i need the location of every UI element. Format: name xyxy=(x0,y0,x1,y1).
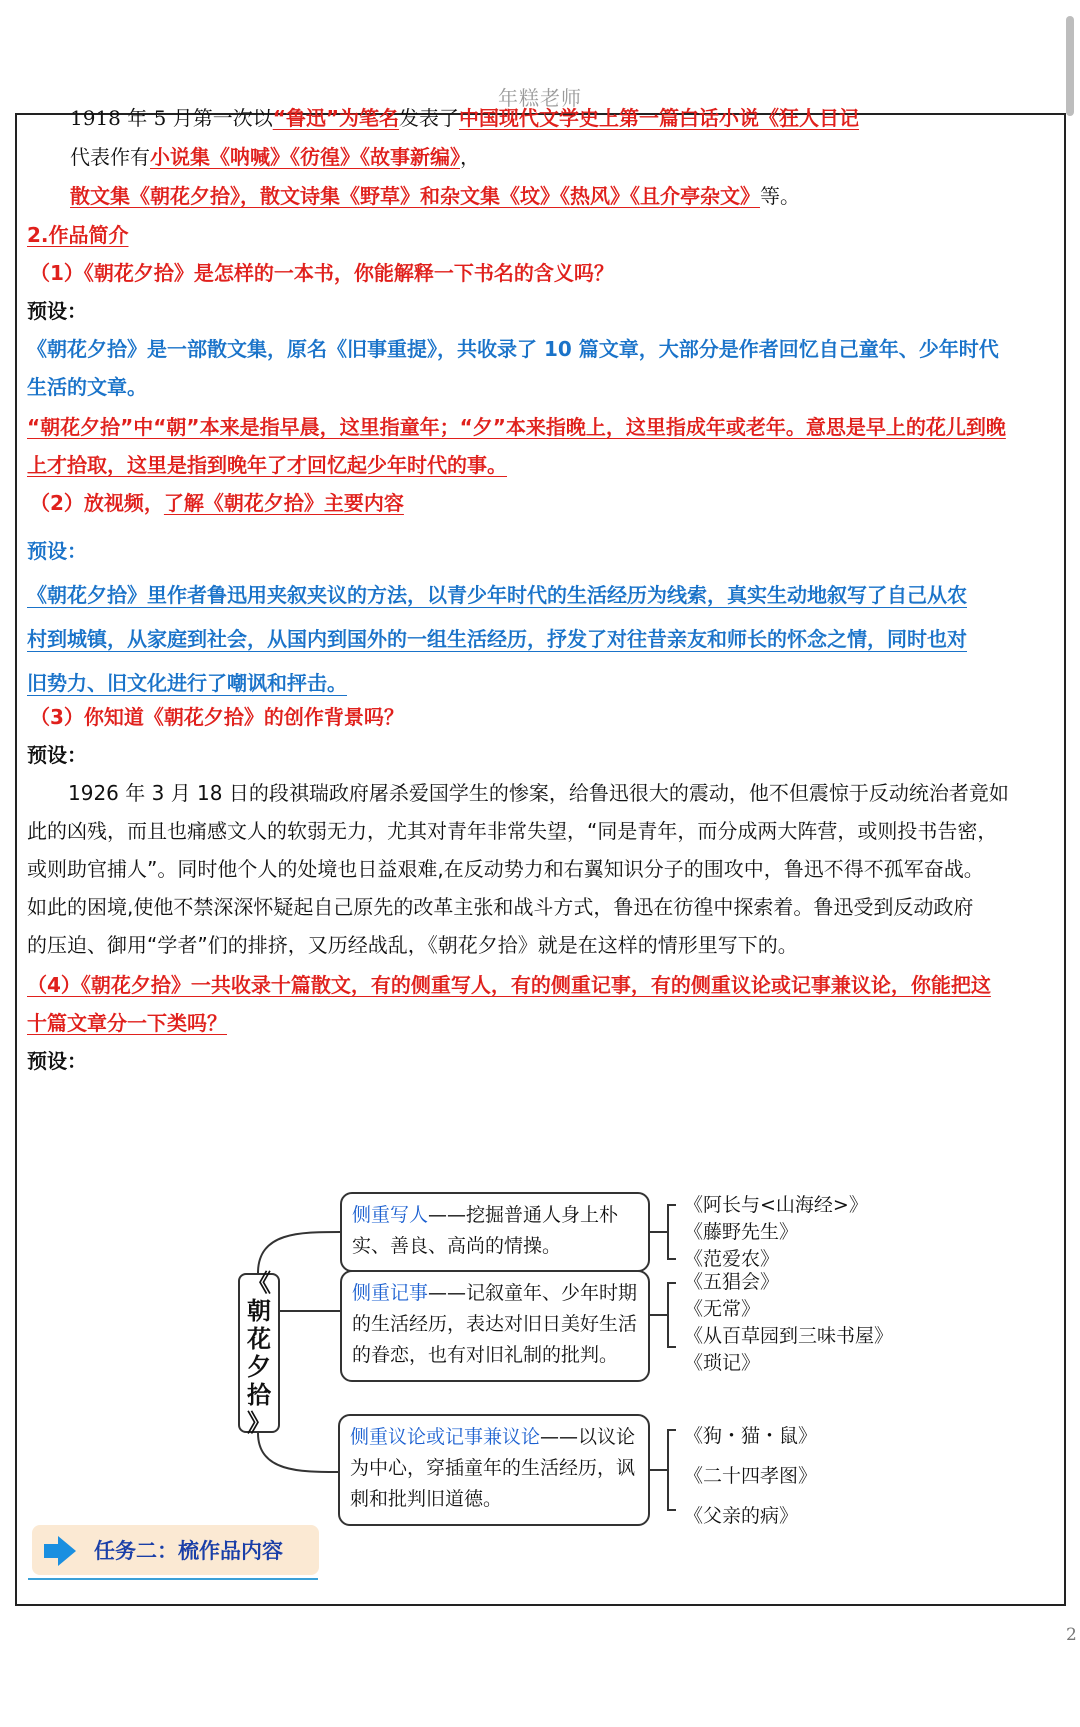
work-title: 《从百草园到三味书屋》 xyxy=(684,1325,894,1347)
preset-label: 预设： xyxy=(27,299,87,323)
intro-text: 发表了 xyxy=(399,106,459,130)
intro-text: ， xyxy=(460,145,480,169)
title-char: 花 xyxy=(247,1325,271,1353)
mindmap-group-people xyxy=(340,1192,650,1272)
preset-label: 预设： xyxy=(27,1049,87,1073)
question-1: （1）《朝花夕拾》是怎样的一本书，你能解释一下书名的含义吗？ xyxy=(30,261,614,285)
work-title: 《狗・猫・鼠》 xyxy=(684,1425,818,1447)
question-2-prefix: （2）放视频， xyxy=(30,491,164,515)
question-2-highlight: 了解《朝花夕拾》主要内容 xyxy=(163,491,404,515)
group-desc: 为中心，穿插童年的生活经历，讽刺和批判旧道德。 xyxy=(350,1457,636,1510)
page-number: 2 xyxy=(1066,1625,1077,1645)
works-list-people xyxy=(684,1192,868,1273)
intro-highlight: 小说集《呐喊》《彷徨》《故事新编》 xyxy=(150,145,460,169)
work-title: 《二十四孝图》 xyxy=(684,1465,818,1487)
intro-text: 1918 年 5 月第一次以 xyxy=(70,106,273,130)
group-desc: ——以议论 xyxy=(540,1426,636,1448)
arrow-right-icon xyxy=(42,1533,78,1569)
work-title: 《藤野先生》 xyxy=(684,1221,799,1243)
question-4-line: 十篇文章分一下类吗？ xyxy=(27,1011,227,1035)
work-title: 《琐记》 xyxy=(684,1352,761,1374)
work-title: 《范爱农》 xyxy=(684,1248,780,1270)
task-banner xyxy=(32,1525,319,1575)
answer-3-line: 的压迫、御用“学者”们的排挤，又历经战乱，《朝花夕拾》就是在这样的情形里写下的。 xyxy=(27,933,798,957)
title-char: 夕 xyxy=(247,1353,271,1381)
work-title: 《父亲的病》 xyxy=(684,1505,799,1527)
answer-1-meaning-line: 上才拾取，这里是指到晚年了才回忆起少年时代的事。 xyxy=(27,453,507,477)
answer-3-line: 此的凶残，而且也痛感文人的软弱无力，尤其对青年非常失望，“同是青年，而分成两大阵营，或则投书告密， xyxy=(27,819,998,843)
group-desc: 的生活经历，表达对旧日美好生活的眷恋，也有对旧礼制的批判。 xyxy=(352,1313,638,1366)
work-title: 《五猖会》 xyxy=(684,1271,780,1293)
answer-3-line: 1926 年 3 月 18 日的段祺瑞政府屠杀爱国学生的惨案，给鲁迅很大的震动，他不但震惊于反动统治者竟如 xyxy=(68,781,1009,805)
intro-highlight: 散文集《朝花夕拾》，散文诗集《野草》和杂文集《坟》《热风》《且介亭杂文》 xyxy=(70,184,760,208)
task-label: 任务二：梳作品内容 xyxy=(94,1539,283,1563)
intro-text: 等。 xyxy=(760,184,800,208)
works-list-argument xyxy=(684,1416,817,1536)
work-title: 《阿长与<山海经>》 xyxy=(684,1194,868,1216)
question-3: （3）你知道《朝花夕拾》的创作背景吗？ xyxy=(30,705,404,729)
group-desc: ——记叙童年、少年时期 xyxy=(428,1282,638,1304)
intro-text: 代表作有 xyxy=(70,145,150,169)
group-type: 侧重记事 xyxy=(352,1282,429,1304)
mindmap-group-events xyxy=(340,1270,650,1382)
group-desc: ——挖掘普通人身上朴实、 xyxy=(352,1204,619,1257)
preset-label: 预设： xyxy=(27,539,87,563)
mindmap-group-argument xyxy=(338,1414,650,1526)
intro-highlight: “鲁迅”为笔名 xyxy=(272,106,399,130)
group-type: 侧重议论或记事兼议论 xyxy=(350,1426,541,1448)
answer-1-meaning-line: “朝花夕拾”中“朝”本来是指早晨，这里指童年；“夕”本来指晚上，这里指成年或老年。意思是早上的花儿到晚 xyxy=(27,415,1006,439)
answer-2-line: 旧势力、旧文化进行了嘲讽和抨击。 xyxy=(27,671,347,695)
question-4-line: （4）《朝花夕拾》一共收录十篇散文，有的侧重写人，有的侧重记事，有的侧重议论或记事兼议论，你能把这 xyxy=(27,973,991,997)
answer-1-line: 《朝花夕拾》是一部散文集，原名《旧事重提》，共收录了 10 篇文章，大部分是作者回忆自己童年、少年时代 xyxy=(27,337,999,361)
answer-3-line: 或则助官捕人”。同时他个人的处境也日益艰难,在反动势力和右翼知识分子的围攻中，鲁迅不得不孤军奋战。 xyxy=(27,857,984,881)
task-underline xyxy=(28,1578,318,1580)
mindmap-root-title xyxy=(238,1269,280,1437)
title-char: 朝 xyxy=(247,1297,271,1325)
preset-label: 预设： xyxy=(27,743,87,767)
answer-2-line: 村到城镇，从家庭到社会，从国内到国外的一组生活经历，抒发了对往昔亲友和师长的怀念之情，同时也对 xyxy=(27,627,967,651)
title-char: 拾 xyxy=(247,1381,271,1409)
answer-1-line: 生活的文章。 xyxy=(27,375,147,399)
group-desc: 善良、高尚的情操。 xyxy=(390,1235,562,1257)
title-char: 《 xyxy=(247,1269,271,1297)
group-type: 侧重写人 xyxy=(352,1204,429,1226)
works-list-events xyxy=(684,1269,893,1377)
page-header: 年糕老师 xyxy=(498,86,582,110)
intro-highlight: 中国现代文学史上第一篇白话小说《狂人日记 xyxy=(459,106,859,130)
section-title: 2.作品简介 xyxy=(27,223,129,247)
answer-2-line: 《朝花夕拾》里作者鲁迅用夹叙夹议的方法，以青少年时代的生活经历为线索，真实生动地叙写了自己从农 xyxy=(27,583,967,607)
answer-3-line: 如此的困境,使他不禁深深怀疑起自己原先的改革主张和战斗方式，鲁迅在彷徨中探索着。鲁迅受到反动政府 xyxy=(27,895,974,919)
work-title: 《无常》 xyxy=(684,1298,761,1320)
title-char: 》 xyxy=(247,1409,271,1437)
